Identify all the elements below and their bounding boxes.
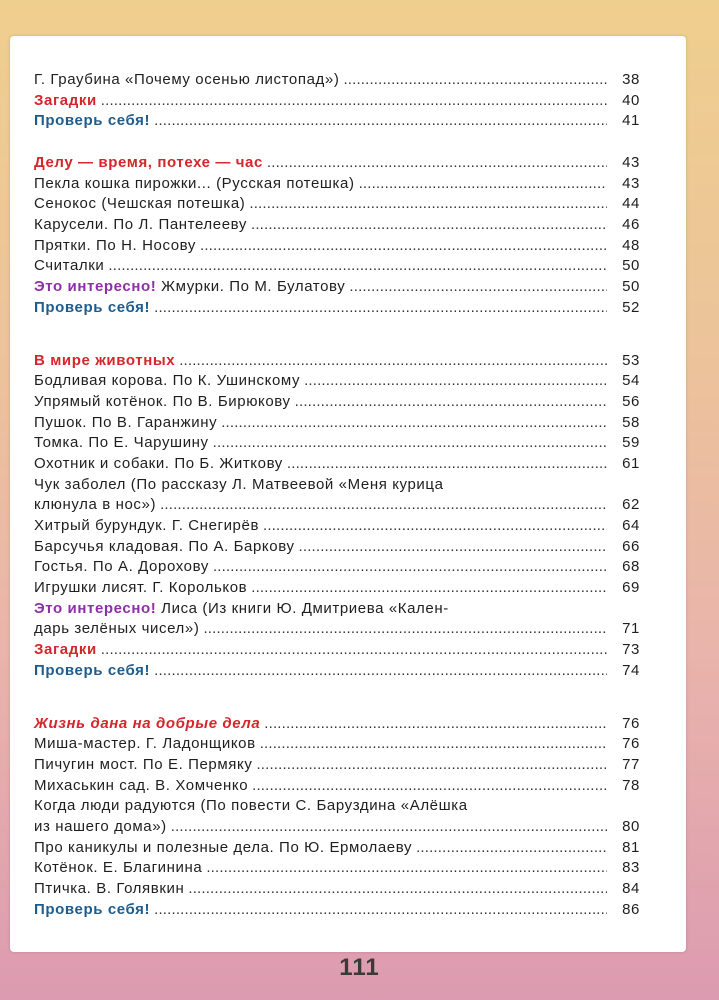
toc-entry[interactable] [34, 879, 640, 900]
toc-entry[interactable] [34, 392, 640, 413]
toc-entry-page: 48 [622, 236, 640, 254]
toc-entry-title: Сенокос (Чешская потешка) [34, 195, 246, 213]
leader-dots [267, 153, 607, 174]
leader-dots [213, 557, 607, 578]
toc-entry-title: Про каникулы и полезные дела. По Ю. Ермолаеву [34, 838, 413, 856]
toc-entry-page: 84 [622, 880, 640, 898]
toc-entry[interactable] [34, 215, 640, 236]
toc-entry-page: 68 [622, 558, 640, 576]
leader-dots [256, 755, 607, 776]
toc-entry-page: 74 [622, 661, 640, 679]
toc-entry[interactable] [34, 433, 640, 454]
toc-entry-page: 71 [622, 620, 640, 638]
toc-entry[interactable] [34, 236, 640, 257]
toc-entry-title: Птичка. В. Голявкин [34, 880, 185, 898]
leader-dots [359, 174, 607, 195]
toc-entry-page: 73 [622, 641, 640, 659]
toc-entry-title: Хитрый бурундук. Г. Снегирёв [34, 517, 260, 535]
toc-entry[interactable] [34, 91, 640, 112]
leader-dots [188, 879, 607, 900]
toc-entry-title: Охотник и собаки. По Б. Житкову [34, 454, 283, 472]
toc-entry-title: Проверь себя! [34, 298, 151, 316]
toc-entry[interactable] [34, 298, 640, 319]
toc-entry[interactable] [34, 371, 640, 392]
toc-entry-title: Миша-мастер. Г. Ладонщиков [34, 735, 256, 753]
toc-entry-page: 76 [622, 735, 640, 753]
toc-entry-title: Считалки [34, 257, 105, 275]
toc-entry-title: Пушок. По В. Гаранжину [34, 413, 218, 431]
toc-entry-title: Прятки. По Н. Носову [34, 236, 197, 254]
leader-dots [154, 661, 607, 682]
toc-entry-title: Когда люди радуются (По повести С. Баруздина «Алёшка [34, 797, 468, 815]
toc-entry-page: 44 [622, 195, 640, 213]
interesting-label: Это интересно! [34, 599, 157, 617]
leader-dots [154, 111, 607, 132]
toc-entry[interactable] [34, 599, 640, 640]
leader-dots [287, 454, 607, 475]
leader-dots [154, 900, 607, 921]
toc-entry-page: 81 [622, 838, 640, 856]
toc-entry[interactable] [34, 900, 640, 921]
toc-entry[interactable] [34, 578, 640, 599]
toc-entry-page: 69 [622, 579, 640, 597]
toc-entry-page: 40 [622, 91, 640, 109]
toc-entry-page: 43 [622, 154, 640, 172]
toc-entry-page: 66 [622, 537, 640, 555]
toc-entry-page: 50 [622, 257, 640, 275]
leader-dots [343, 70, 607, 91]
toc-entry-title: Пичугин мост. По Е. Пермяку [34, 755, 253, 773]
toc-entry-title: Котёнок. Е. Благинина [34, 859, 203, 877]
toc-entry-title: Михаськин сад. В. Хомченко [34, 776, 249, 794]
leader-dots [171, 817, 607, 838]
toc-entry-title: Гостья. По А. Дорохову [34, 558, 209, 576]
leader-dots [251, 578, 607, 599]
toc-entry[interactable] [34, 111, 640, 132]
toc-entry-title-cont: дарь зелёных чисел») [34, 620, 200, 638]
toc-entry-page: 83 [622, 859, 640, 877]
toc-entry-page: 76 [622, 714, 640, 732]
toc-entry[interactable] [34, 776, 640, 797]
toc-entry[interactable] [34, 516, 640, 537]
toc-entry-title: Барсучья кладовая. По А. Баркову [34, 537, 295, 555]
toc-entry-title: Проверь себя! [34, 661, 151, 679]
interesting-label: Это интересно! [34, 278, 157, 296]
toc-entry-page: 53 [622, 351, 640, 369]
leader-dots [160, 495, 607, 516]
toc-entry-title: Бодливая корова. По К. Ушинскому [34, 372, 301, 390]
toc-entry-title: Жмурки. По М. Булатову [156, 278, 346, 296]
toc-entry-page: 77 [622, 755, 640, 773]
leader-dots [249, 194, 607, 215]
leader-dots [416, 838, 607, 859]
toc-entry-title: Делу — время, потехе — час [34, 154, 263, 172]
toc-entry[interactable] [34, 277, 640, 298]
leader-dots [101, 640, 607, 661]
page-number: 111 [339, 954, 380, 981]
leader-dots [203, 619, 607, 640]
toc-entry-page: 46 [622, 216, 640, 234]
toc-entry[interactable] [34, 194, 640, 215]
leader-dots [179, 351, 607, 372]
toc-entry[interactable] [34, 413, 640, 434]
leader-dots [154, 298, 607, 319]
toc-entry-title: Загадки [34, 91, 97, 109]
toc-entry-page: 64 [622, 517, 640, 535]
toc-entry-page: 62 [622, 496, 640, 514]
toc-entry-title: Загадки [34, 641, 97, 659]
toc-entry-page: 52 [622, 298, 640, 316]
toc-entry[interactable] [34, 557, 640, 578]
leader-dots [251, 215, 607, 236]
toc-entry[interactable] [34, 475, 640, 516]
leader-dots [260, 734, 607, 755]
toc-section-heading[interactable] [34, 153, 640, 174]
leader-dots [299, 537, 607, 558]
leader-dots [263, 516, 607, 537]
toc-entry-title: Игрушки лисят. Г. Корольков [34, 579, 248, 597]
toc-entry-title: Чук заболел (По рассказу Л. Матвеевой «Меня курица [34, 475, 444, 493]
leader-dots [213, 433, 607, 454]
toc-section-heading[interactable] [34, 351, 640, 372]
leader-dots [349, 277, 607, 298]
toc-entry[interactable] [34, 640, 640, 661]
toc-entry[interactable] [34, 734, 640, 755]
toc-entry[interactable] [34, 858, 640, 879]
toc-entry-title-cont: из нашего дома») [34, 817, 167, 835]
toc-entry-page: 61 [622, 454, 640, 472]
toc-entry-page: 38 [622, 70, 640, 88]
toc-entry-title-cont: клюнула в нос») [34, 496, 157, 514]
toc-entry-page: 43 [622, 174, 640, 192]
toc-entry-title: В мире животных [34, 351, 176, 369]
toc-section-heading[interactable] [34, 714, 640, 735]
toc-entry-page: 50 [622, 278, 640, 296]
leader-dots [101, 91, 607, 112]
toc-entry-title: Г. Граубина «Почему осенью листопад») [34, 70, 340, 88]
toc-entry-title: Карусели. По Л. Пантелееву [34, 216, 247, 234]
leader-dots [221, 413, 607, 434]
toc-entry[interactable] [34, 537, 640, 558]
toc-entry-title: Упрямый котёнок. По В. Бирюкову [34, 392, 291, 410]
toc-entry[interactable] [34, 257, 640, 278]
toc-entry[interactable] [34, 454, 640, 475]
toc-entry-title: Лиса (Из книги Ю. Дмитриева «Кален- [156, 599, 449, 617]
toc-entry-page: 86 [622, 900, 640, 918]
toc-entry[interactable] [34, 755, 640, 776]
leader-dots [252, 776, 607, 797]
toc-entry-page: 59 [622, 434, 640, 452]
leader-dots [264, 714, 607, 735]
leader-dots [304, 371, 607, 392]
leader-dots [206, 858, 607, 879]
toc-entry[interactable] [34, 174, 640, 195]
leader-dots [108, 256, 607, 277]
toc-entry-title: Проверь себя! [34, 112, 151, 130]
toc-entry-page: 56 [622, 392, 640, 410]
toc-entry-page: 58 [622, 413, 640, 431]
toc-entry-title: Проверь себя! [34, 900, 151, 918]
toc-entry[interactable] [34, 70, 640, 91]
table-of-contents [34, 70, 640, 920]
toc-entry[interactable] [34, 796, 640, 837]
toc-entry-title: Томка. По Е. Чарушину [34, 434, 209, 452]
toc-entry[interactable] [34, 838, 640, 859]
toc-entry-page: 41 [622, 112, 640, 130]
toc-entry-page: 78 [622, 776, 640, 794]
toc-entry-page: 80 [622, 817, 640, 835]
toc-entry-title: Пекла кошка пирожки... (Русская потешка) [34, 174, 355, 192]
leader-dots [295, 392, 607, 413]
toc-entry[interactable] [34, 661, 640, 682]
toc-entry-page: 54 [622, 372, 640, 390]
toc-entry-title: Жизнь дана на добрые дела [34, 714, 261, 732]
leader-dots [200, 236, 607, 257]
